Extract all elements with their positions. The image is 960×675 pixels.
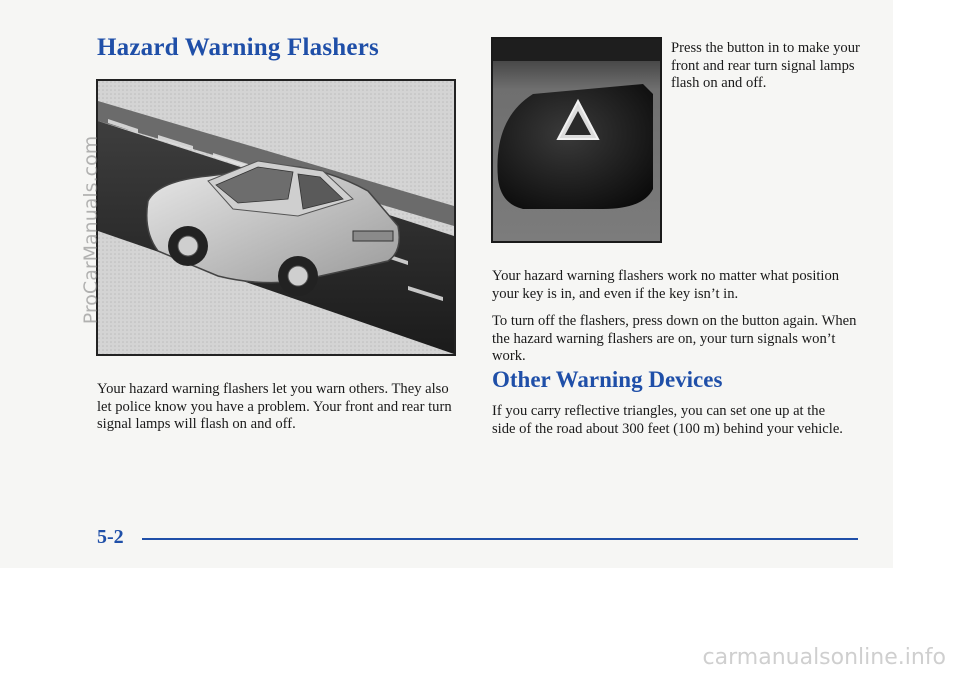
hazard-button-photo xyxy=(491,37,662,243)
intro-paragraph: Your hazard warning flashers let you warn others. They also let police know you have a problem. Your front and rear turn signal lamps will flash on and off. xyxy=(97,381,452,432)
side-watermark-text: ProCarManuals.com xyxy=(80,135,102,325)
button-caption: Press the button in to make your front and rear turn signal lamps flash on and off. xyxy=(671,40,860,91)
triangles-paragraph: If you carry reflective triangles, you can set one up at the side of the road about 300 feet (100 m) behind your vehicle. xyxy=(492,403,843,437)
page-title: Hazard Warning Flashers xyxy=(97,34,379,61)
footer-rule xyxy=(142,538,858,540)
side-watermark xyxy=(77,90,105,370)
turn-off-paragraph: To turn off the flashers, press down on the button again. When the hazard warning flashers are on, your turn signals won’t work. xyxy=(492,313,857,364)
hazard-button-svg xyxy=(493,39,660,241)
section-heading-other-warning-devices: Other Warning Devices xyxy=(492,367,723,392)
bottom-watermark: carmanualsonline.info xyxy=(702,645,946,670)
page-number: 5-2 xyxy=(97,526,124,548)
car-with-flashers-illustration xyxy=(96,79,456,356)
car-illustration-svg xyxy=(98,81,454,354)
key-position-paragraph: Your hazard warning flashers work no matter what position your key is in, and even if the key isn’t in. xyxy=(492,268,840,302)
